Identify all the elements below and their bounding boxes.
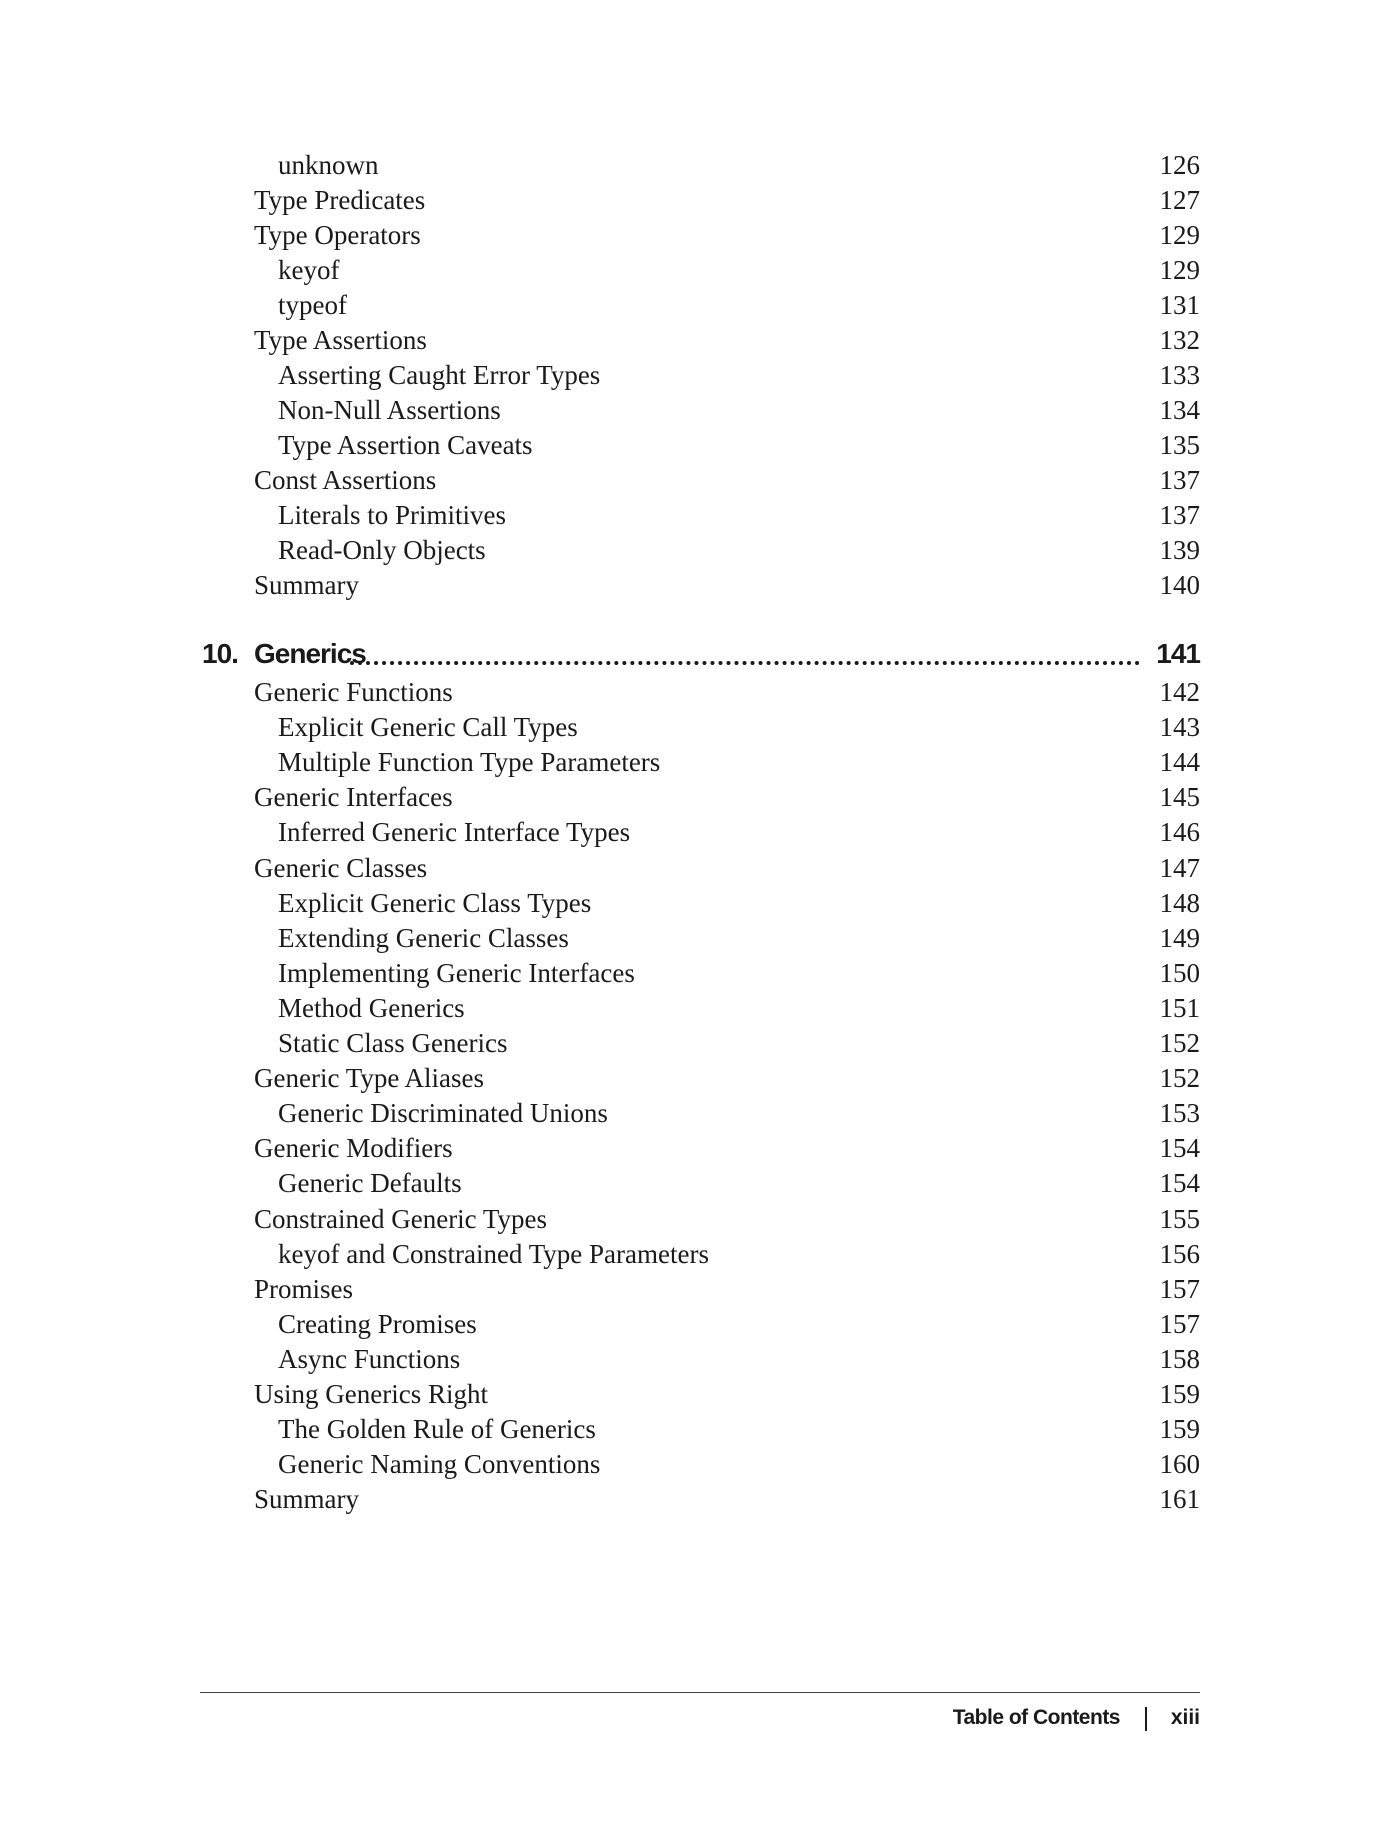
toc-entry[interactable] (0, 428, 1400, 463)
toc-entry-title: Summary (254, 570, 359, 600)
toc-entry-page: 142 (1159, 677, 1200, 707)
toc-entry[interactable] (0, 745, 1400, 780)
toc-entry-title: Type Predicates (254, 185, 426, 215)
toc-entry-title: Creating Promises (278, 1308, 477, 1339)
toc-entry-page: 153 (1159, 1098, 1200, 1129)
toc-entry[interactable] (0, 1482, 1400, 1517)
toc-entry-page: 156 (1159, 1238, 1200, 1269)
toc-entry-title: Summary (254, 1484, 359, 1515)
toc-entry[interactable] (0, 463, 1400, 498)
toc-entry-page: 161 (1159, 1484, 1200, 1515)
footer-rule (200, 1692, 1200, 1693)
toc-entry-title: Promises (254, 1273, 354, 1304)
toc-entry-page: 158 (1159, 1343, 1200, 1374)
toc-entry-page: 150 (1159, 957, 1200, 988)
toc-entry[interactable] (0, 533, 1400, 568)
toc-entry[interactable] (0, 1307, 1400, 1342)
toc-entry-title: Generic Type Aliases (254, 1063, 485, 1094)
toc-entry-page: 133 (1159, 360, 1200, 390)
toc-entry-page: 145 (1159, 782, 1200, 813)
toc-entry-title: Async Functions (278, 1343, 461, 1374)
toc-entry-page: 157 (1159, 1273, 1200, 1304)
toc-entry-title: Generic Functions (254, 677, 453, 707)
toc-entry-page: 152 (1159, 1028, 1200, 1058)
toc-entry-page: 148 (1159, 887, 1200, 918)
toc-entry-page: 137 (1159, 465, 1200, 495)
toc-entry[interactable] (0, 921, 1400, 956)
toc-entry-title: keyof (278, 255, 340, 285)
toc-entry-page: 155 (1159, 1203, 1200, 1234)
toc-entry-page: 132 (1159, 325, 1200, 355)
toc-entry[interactable] (0, 710, 1400, 745)
toc-entry[interactable] (0, 568, 1400, 603)
toc-entry[interactable] (0, 1237, 1400, 1272)
toc-entry-page: 134 (1159, 395, 1200, 425)
toc-entry-title: Const Assertions (254, 465, 437, 495)
toc-entry[interactable] (0, 498, 1400, 533)
toc-entry-page: 147 (1159, 852, 1200, 883)
toc-entry-title: Non-Null Assertions (278, 395, 501, 425)
toc-entry-title: Extending Generic Classes (278, 922, 569, 953)
toc-entry-title: Generic Modifiers (254, 1133, 453, 1164)
toc-entry-page: 160 (1159, 1449, 1200, 1480)
toc-entry-title: Generic Naming Conventions (278, 1449, 601, 1480)
chapter-heading[interactable] (0, 634, 1400, 674)
toc-entry-title: Multiple Function Type Parameters (278, 747, 661, 778)
toc-entry[interactable] (0, 358, 1400, 393)
toc-entry-title: Generic Discriminated Unions (278, 1098, 608, 1129)
toc-entry-title: Type Operators (254, 220, 421, 250)
toc-entry-title: Generic Classes (254, 852, 428, 883)
chapter-title: Generics (254, 638, 366, 669)
toc-entry[interactable] (0, 1096, 1400, 1131)
toc-entry-title: Constrained Generic Types (254, 1203, 548, 1234)
toc-entry-page: 139 (1159, 535, 1200, 565)
toc-entry[interactable] (0, 956, 1400, 991)
toc-entry[interactable] (0, 253, 1400, 288)
toc-entry-page: 154 (1159, 1133, 1200, 1164)
toc-entry[interactable] (0, 991, 1400, 1026)
toc-entry-title: Explicit Generic Call Types (278, 712, 578, 743)
toc-entry[interactable] (0, 675, 1400, 710)
chapter-number: 10. (202, 638, 238, 669)
toc-entry-title: Using Generics Right (254, 1379, 488, 1409)
toc-entry-title: Asserting Caught Error Types (278, 360, 601, 390)
toc-entry-page: 143 (1159, 712, 1200, 743)
toc-entry[interactable] (0, 393, 1400, 428)
toc-entry[interactable] (0, 148, 1400, 183)
toc-entry[interactable] (0, 1026, 1400, 1061)
toc-entry[interactable] (0, 815, 1400, 850)
toc-entry[interactable] (0, 183, 1400, 218)
toc-entry[interactable] (0, 218, 1400, 253)
toc-entry-page: 157 (1159, 1308, 1200, 1339)
toc-entry-page: 149 (1159, 922, 1200, 953)
toc-entry-title: Generic Interfaces (254, 782, 453, 813)
toc-entry-title: Literals to Primitives (278, 500, 506, 530)
toc-entry-title: Method Generics (278, 992, 465, 1023)
toc-entry[interactable] (0, 1202, 1400, 1237)
toc-entry-page: 137 (1159, 500, 1200, 530)
toc-entry[interactable] (0, 1342, 1400, 1377)
toc-entry-page: 135 (1159, 430, 1200, 460)
toc-entry-title: Type Assertions (254, 325, 427, 355)
toc-entry-title: The Golden Rule of Generics (278, 1414, 596, 1445)
toc-entry-page: 159 (1159, 1379, 1200, 1409)
toc-entry[interactable] (0, 1061, 1400, 1096)
toc-entry[interactable] (0, 886, 1400, 921)
toc-entry-title: keyof and Constrained Type Parameters (278, 1238, 709, 1269)
footer-separator (1145, 1707, 1147, 1731)
toc-entry-page: 152 (1159, 1063, 1200, 1094)
toc-entry[interactable] (0, 1377, 1400, 1412)
toc-entry-page: 140 (1159, 570, 1200, 600)
toc-entry-title: typeof (278, 290, 347, 320)
toc-entry-page: 151 (1159, 992, 1200, 1023)
toc-entry-page: 154 (1159, 1168, 1200, 1199)
toc-entry-page: 129 (1159, 220, 1200, 250)
toc-entry[interactable] (0, 1447, 1400, 1482)
toc-entry-page: 144 (1159, 747, 1200, 778)
toc-entry[interactable] (0, 780, 1400, 815)
toc-entry-title: Read-Only Objects (278, 535, 486, 565)
toc-entry-page: 129 (1159, 255, 1200, 285)
footer-page-number: xiii (1170, 1706, 1200, 1729)
toc-entry[interactable] (0, 1166, 1400, 1201)
dot-leader (350, 661, 1140, 665)
toc-entry-page: 159 (1159, 1414, 1200, 1445)
toc-entry-title: Explicit Generic Class Types (278, 887, 592, 918)
chapter-page-number: 141 (1156, 638, 1200, 669)
toc-entry-title: Type Assertion Caveats (278, 430, 533, 460)
page-footer (0, 1701, 1400, 1735)
toc-entry-page: 131 (1159, 290, 1200, 320)
toc-entry-title: Generic Defaults (278, 1168, 462, 1199)
toc-entry[interactable] (0, 323, 1400, 358)
toc-entry-title: Inferred Generic Interface Types (278, 817, 631, 848)
toc-entry[interactable] (0, 1131, 1400, 1166)
toc-entry-title: Static Class Generics (278, 1028, 508, 1058)
toc-entry-title: Implementing Generic Interfaces (278, 957, 635, 988)
toc-entry-page: 146 (1159, 817, 1200, 848)
toc-entry[interactable] (0, 1412, 1400, 1447)
toc-entry[interactable] (0, 851, 1400, 886)
toc-entry-page: 126 (1159, 150, 1200, 180)
toc-entry-page: 127 (1159, 185, 1200, 215)
toc-entry-title: unknown (278, 150, 379, 180)
toc-entry[interactable] (0, 288, 1400, 323)
footer-label: Table of Contents (952, 1706, 1120, 1729)
toc-entry[interactable] (0, 1272, 1400, 1307)
